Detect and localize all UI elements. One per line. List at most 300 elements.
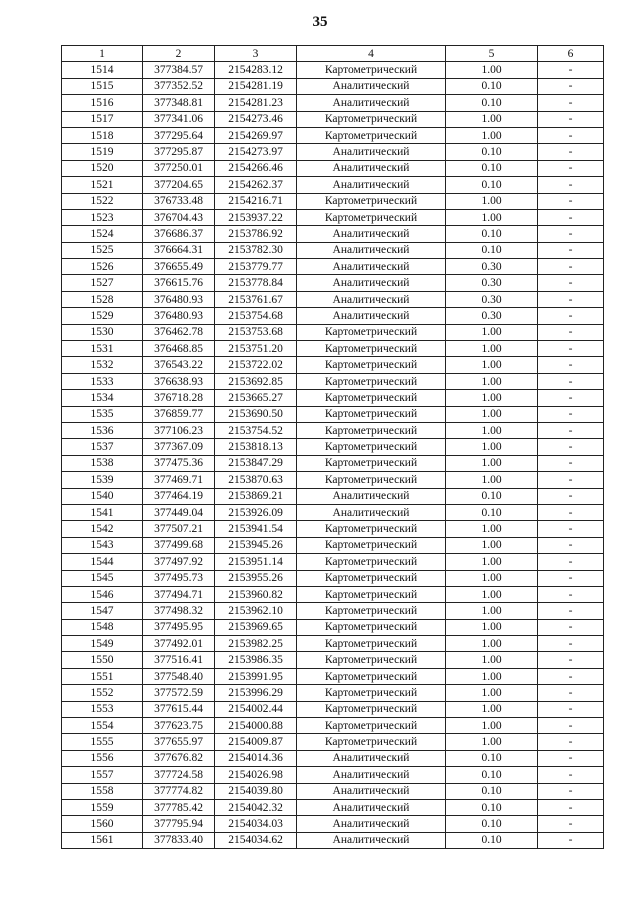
cell-method: Аналитический: [297, 767, 446, 783]
cell-note: -: [538, 144, 604, 160]
cell-accuracy: 1.00: [446, 734, 538, 750]
table-row: [62, 504, 604, 520]
cell-y-coordinate: 2154269.97: [215, 127, 297, 143]
cell-note: -: [538, 554, 604, 570]
cell-y-coordinate: 2153753.68: [215, 324, 297, 340]
cell-point-number: 1523: [62, 209, 143, 225]
cell-y-coordinate: 2153754.52: [215, 422, 297, 438]
cell-note: -: [538, 95, 604, 111]
cell-y-coordinate: 2153786.92: [215, 226, 297, 242]
cell-note: -: [538, 390, 604, 406]
cell-accuracy: 0.10: [446, 816, 538, 832]
table-row: [62, 209, 604, 225]
cell-x-coordinate: 376543.22: [143, 357, 215, 373]
cell-x-coordinate: 377724.58: [143, 767, 215, 783]
cell-y-coordinate: 2153962.10: [215, 603, 297, 619]
cell-accuracy: 1.00: [446, 537, 538, 553]
cell-point-number: 1550: [62, 652, 143, 668]
cell-note: -: [538, 734, 604, 750]
cell-point-number: 1520: [62, 160, 143, 176]
table-row: [62, 685, 604, 701]
table-row: [62, 668, 604, 684]
cell-accuracy: 0.10: [446, 488, 538, 504]
cell-accuracy: 1.00: [446, 455, 538, 471]
cell-note: -: [538, 586, 604, 602]
table-row: [62, 783, 604, 799]
cell-x-coordinate: 377516.41: [143, 652, 215, 668]
cell-accuracy: 1.00: [446, 193, 538, 209]
cell-note: -: [538, 209, 604, 225]
cell-note: -: [538, 718, 604, 734]
cell-x-coordinate: 377774.82: [143, 783, 215, 799]
cell-y-coordinate: 2153937.22: [215, 209, 297, 225]
table-row: [62, 406, 604, 422]
cell-x-coordinate: 377548.40: [143, 668, 215, 684]
cell-point-number: 1555: [62, 734, 143, 750]
cell-x-coordinate: 377348.81: [143, 95, 215, 111]
cell-method: Аналитический: [297, 816, 446, 832]
cell-point-number: 1545: [62, 570, 143, 586]
table-row: [62, 390, 604, 406]
table-row: [62, 603, 604, 619]
cell-method: Картометрический: [297, 472, 446, 488]
table-row: [62, 324, 604, 340]
cell-method: Картометрический: [297, 111, 446, 127]
table-row: [62, 226, 604, 242]
table-row: [62, 652, 604, 668]
cell-accuracy: 0.10: [446, 95, 538, 111]
cell-point-number: 1547: [62, 603, 143, 619]
cell-x-coordinate: 377384.57: [143, 62, 215, 78]
cell-method: Картометрический: [297, 586, 446, 602]
cell-y-coordinate: 2154281.19: [215, 78, 297, 94]
cell-x-coordinate: 377497.92: [143, 554, 215, 570]
cell-y-coordinate: 2154026.98: [215, 767, 297, 783]
cell-x-coordinate: 377785.42: [143, 799, 215, 815]
coordinates-table: [61, 45, 604, 849]
cell-x-coordinate: 377615.44: [143, 701, 215, 717]
column-header-point-number: 1: [62, 46, 143, 62]
cell-method: Картометрический: [297, 406, 446, 422]
cell-point-number: 1525: [62, 242, 143, 258]
cell-method: Картометрический: [297, 373, 446, 389]
cell-x-coordinate: 377250.01: [143, 160, 215, 176]
cell-point-number: 1540: [62, 488, 143, 504]
cell-x-coordinate: 377475.36: [143, 455, 215, 471]
cell-accuracy: 0.30: [446, 291, 538, 307]
cell-method: Картометрический: [297, 439, 446, 455]
table-row: [62, 341, 604, 357]
cell-y-coordinate: 2154039.80: [215, 783, 297, 799]
cell-method: Картометрический: [297, 603, 446, 619]
table-row: [62, 177, 604, 193]
table-row: [62, 144, 604, 160]
cell-y-coordinate: 2154216.71: [215, 193, 297, 209]
cell-accuracy: 0.10: [446, 750, 538, 766]
cell-method: Картометрический: [297, 554, 446, 570]
cell-accuracy: 1.00: [446, 439, 538, 455]
cell-x-coordinate: 376704.43: [143, 209, 215, 225]
cell-accuracy: 1.00: [446, 668, 538, 684]
cell-note: -: [538, 570, 604, 586]
cell-point-number: 1552: [62, 685, 143, 701]
cell-point-number: 1531: [62, 341, 143, 357]
cell-point-number: 1553: [62, 701, 143, 717]
cell-accuracy: 0.10: [446, 242, 538, 258]
cell-point-number: 1548: [62, 619, 143, 635]
cell-method: Аналитический: [297, 242, 446, 258]
cell-accuracy: 1.00: [446, 406, 538, 422]
cell-y-coordinate: 2153818.13: [215, 439, 297, 455]
cell-note: -: [538, 816, 604, 832]
cell-point-number: 1521: [62, 177, 143, 193]
cell-method: Аналитический: [297, 750, 446, 766]
table-row: [62, 259, 604, 275]
cell-x-coordinate: 377495.73: [143, 570, 215, 586]
cell-note: -: [538, 636, 604, 652]
cell-point-number: 1524: [62, 226, 143, 242]
cell-point-number: 1519: [62, 144, 143, 160]
cell-note: -: [538, 308, 604, 324]
cell-method: Аналитический: [297, 488, 446, 504]
cell-y-coordinate: 2153951.14: [215, 554, 297, 570]
cell-method: Картометрический: [297, 685, 446, 701]
cell-accuracy: 1.00: [446, 422, 538, 438]
cell-y-coordinate: 2153945.26: [215, 537, 297, 553]
cell-x-coordinate: 377623.75: [143, 718, 215, 734]
cell-point-number: 1539: [62, 472, 143, 488]
table-row: [62, 816, 604, 832]
cell-method: Картометрический: [297, 537, 446, 553]
table-row: [62, 291, 604, 307]
cell-point-number: 1546: [62, 586, 143, 602]
cell-accuracy: 0.10: [446, 799, 538, 815]
cell-y-coordinate: 2154034.62: [215, 832, 297, 848]
cell-x-coordinate: 377449.04: [143, 504, 215, 520]
cell-x-coordinate: 376859.77: [143, 406, 215, 422]
cell-x-coordinate: 377507.21: [143, 521, 215, 537]
cell-accuracy: 0.30: [446, 259, 538, 275]
cell-x-coordinate: 377469.71: [143, 472, 215, 488]
cell-point-number: 1517: [62, 111, 143, 127]
cell-y-coordinate: 2154273.46: [215, 111, 297, 127]
cell-point-number: 1528: [62, 291, 143, 307]
cell-y-coordinate: 2153665.27: [215, 390, 297, 406]
cell-point-number: 1535: [62, 406, 143, 422]
cell-method: Картометрический: [297, 636, 446, 652]
cell-method: Картометрический: [297, 390, 446, 406]
cell-method: Аналитический: [297, 177, 446, 193]
cell-y-coordinate: 2154009.87: [215, 734, 297, 750]
cell-x-coordinate: 376480.93: [143, 308, 215, 324]
cell-method: Аналитический: [297, 95, 446, 111]
cell-x-coordinate: 376718.28: [143, 390, 215, 406]
cell-x-coordinate: 377464.19: [143, 488, 215, 504]
cell-note: -: [538, 783, 604, 799]
cell-accuracy: 1.00: [446, 62, 538, 78]
cell-y-coordinate: 2154283.12: [215, 62, 297, 78]
cell-method: Аналитический: [297, 799, 446, 815]
cell-note: -: [538, 422, 604, 438]
cell-note: -: [538, 668, 604, 684]
cell-point-number: 1514: [62, 62, 143, 78]
column-header-y-coordinate: 3: [215, 46, 297, 62]
cell-point-number: 1526: [62, 259, 143, 275]
cell-accuracy: 1.00: [446, 127, 538, 143]
column-header-note: 6: [538, 46, 604, 62]
table-row: [62, 832, 604, 848]
cell-note: -: [538, 406, 604, 422]
cell-note: -: [538, 537, 604, 553]
cell-note: -: [538, 799, 604, 815]
cell-x-coordinate: 377492.01: [143, 636, 215, 652]
cell-note: -: [538, 488, 604, 504]
cell-accuracy: 0.10: [446, 767, 538, 783]
cell-method: Аналитический: [297, 259, 446, 275]
cell-y-coordinate: 2153960.82: [215, 586, 297, 602]
cell-y-coordinate: 2153926.09: [215, 504, 297, 520]
cell-note: -: [538, 439, 604, 455]
cell-note: -: [538, 652, 604, 668]
cell-y-coordinate: 2153761.67: [215, 291, 297, 307]
cell-point-number: 1554: [62, 718, 143, 734]
cell-accuracy: 1.00: [446, 209, 538, 225]
cell-accuracy: 1.00: [446, 586, 538, 602]
cell-note: -: [538, 357, 604, 373]
cell-accuracy: 1.00: [446, 685, 538, 701]
cell-x-coordinate: 376615.76: [143, 275, 215, 291]
cell-y-coordinate: 2153692.85: [215, 373, 297, 389]
cell-accuracy: 0.30: [446, 308, 538, 324]
cell-note: -: [538, 701, 604, 717]
cell-x-coordinate: 377498.32: [143, 603, 215, 619]
cell-method: Картометрический: [297, 521, 446, 537]
cell-accuracy: 1.00: [446, 357, 538, 373]
cell-x-coordinate: 376686.37: [143, 226, 215, 242]
cell-x-coordinate: 377655.97: [143, 734, 215, 750]
table-row: [62, 734, 604, 750]
cell-y-coordinate: 2153996.29: [215, 685, 297, 701]
cell-point-number: 1516: [62, 95, 143, 111]
cell-method: Аналитический: [297, 78, 446, 94]
cell-method: Картометрический: [297, 734, 446, 750]
cell-y-coordinate: 2153955.26: [215, 570, 297, 586]
table-row: [62, 718, 604, 734]
cell-method: Картометрический: [297, 455, 446, 471]
cell-point-number: 1560: [62, 816, 143, 832]
cell-method: Аналитический: [297, 275, 446, 291]
cell-point-number: 1527: [62, 275, 143, 291]
cell-note: -: [538, 127, 604, 143]
cell-x-coordinate: 376733.48: [143, 193, 215, 209]
cell-x-coordinate: 377833.40: [143, 832, 215, 848]
cell-accuracy: 1.00: [446, 636, 538, 652]
cell-y-coordinate: 2154042.32: [215, 799, 297, 815]
table-row: [62, 472, 604, 488]
cell-note: -: [538, 832, 604, 848]
cell-method: Картометрический: [297, 62, 446, 78]
cell-accuracy: 1.00: [446, 373, 538, 389]
cell-y-coordinate: 2154273.97: [215, 144, 297, 160]
cell-point-number: 1551: [62, 668, 143, 684]
cell-accuracy: 1.00: [446, 718, 538, 734]
cell-method: Картометрический: [297, 357, 446, 373]
cell-x-coordinate: 377795.94: [143, 816, 215, 832]
table-row: [62, 78, 604, 94]
cell-accuracy: 1.00: [446, 554, 538, 570]
table-body: [62, 62, 604, 849]
cell-x-coordinate: 377572.59: [143, 685, 215, 701]
cell-point-number: 1561: [62, 832, 143, 848]
cell-x-coordinate: 376468.85: [143, 341, 215, 357]
table-row: [62, 799, 604, 815]
cell-note: -: [538, 619, 604, 635]
cell-y-coordinate: 2153991.95: [215, 668, 297, 684]
cell-y-coordinate: 2154281.23: [215, 95, 297, 111]
cell-y-coordinate: 2153847.29: [215, 455, 297, 471]
cell-x-coordinate: 376480.93: [143, 291, 215, 307]
cell-accuracy: 1.00: [446, 701, 538, 717]
cell-accuracy: 1.00: [446, 570, 538, 586]
cell-y-coordinate: 2153782.30: [215, 242, 297, 258]
cell-note: -: [538, 472, 604, 488]
cell-x-coordinate: 376655.49: [143, 259, 215, 275]
cell-x-coordinate: 376638.93: [143, 373, 215, 389]
cell-point-number: 1556: [62, 750, 143, 766]
table-row: [62, 95, 604, 111]
table-row: [62, 750, 604, 766]
column-header-method: 4: [297, 46, 446, 62]
cell-note: -: [538, 193, 604, 209]
cell-point-number: 1530: [62, 324, 143, 340]
cell-point-number: 1542: [62, 521, 143, 537]
cell-method: Аналитический: [297, 160, 446, 176]
table-row: [62, 619, 604, 635]
cell-note: -: [538, 291, 604, 307]
cell-x-coordinate: 377204.65: [143, 177, 215, 193]
cell-note: -: [538, 324, 604, 340]
cell-y-coordinate: 2153941.54: [215, 521, 297, 537]
cell-accuracy: 0.10: [446, 783, 538, 799]
cell-note: -: [538, 275, 604, 291]
cell-note: -: [538, 455, 604, 471]
cell-accuracy: 0.10: [446, 160, 538, 176]
table-row: [62, 275, 604, 291]
cell-method: Картометрический: [297, 668, 446, 684]
cell-note: -: [538, 373, 604, 389]
cell-method: Аналитический: [297, 144, 446, 160]
table-row: [62, 160, 604, 176]
cell-point-number: 1533: [62, 373, 143, 389]
table-row: [62, 455, 604, 471]
cell-note: -: [538, 521, 604, 537]
cell-accuracy: 1.00: [446, 619, 538, 635]
table-row: [62, 701, 604, 717]
table-row: [62, 586, 604, 602]
cell-x-coordinate: 377494.71: [143, 586, 215, 602]
table-row: [62, 242, 604, 258]
cell-method: Картометрический: [297, 209, 446, 225]
cell-x-coordinate: 376664.31: [143, 242, 215, 258]
cell-accuracy: 0.10: [446, 504, 538, 520]
cell-accuracy: 1.00: [446, 603, 538, 619]
table-row: [62, 521, 604, 537]
cell-y-coordinate: 2153778.84: [215, 275, 297, 291]
cell-y-coordinate: 2153869.21: [215, 488, 297, 504]
cell-x-coordinate: 377106.23: [143, 422, 215, 438]
cell-accuracy: 1.00: [446, 521, 538, 537]
cell-accuracy: 1.00: [446, 390, 538, 406]
cell-point-number: 1557: [62, 767, 143, 783]
table-row: [62, 767, 604, 783]
cell-y-coordinate: 2154000.88: [215, 718, 297, 734]
table-row: [62, 373, 604, 389]
table-row: [62, 62, 604, 78]
cell-note: -: [538, 177, 604, 193]
table-row: [62, 193, 604, 209]
cell-y-coordinate: 2154266.46: [215, 160, 297, 176]
column-header-accuracy: 5: [446, 46, 538, 62]
cell-accuracy: 1.00: [446, 652, 538, 668]
cell-y-coordinate: 2153870.63: [215, 472, 297, 488]
cell-method: Картометрический: [297, 127, 446, 143]
cell-point-number: 1518: [62, 127, 143, 143]
cell-y-coordinate: 2153690.50: [215, 406, 297, 422]
cell-point-number: 1543: [62, 537, 143, 553]
cell-method: Картометрический: [297, 652, 446, 668]
cell-method: Картометрический: [297, 341, 446, 357]
cell-point-number: 1529: [62, 308, 143, 324]
cell-note: -: [538, 504, 604, 520]
cell-accuracy: 0.10: [446, 78, 538, 94]
cell-x-coordinate: 377495.95: [143, 619, 215, 635]
cell-note: -: [538, 750, 604, 766]
cell-method: Картометрический: [297, 570, 446, 586]
cell-note: -: [538, 78, 604, 94]
cell-note: -: [538, 603, 604, 619]
cell-note: -: [538, 111, 604, 127]
cell-x-coordinate: 377352.52: [143, 78, 215, 94]
table-row: [62, 308, 604, 324]
cell-point-number: 1515: [62, 78, 143, 94]
cell-accuracy: 0.10: [446, 226, 538, 242]
cell-accuracy: 0.10: [446, 144, 538, 160]
table-row: [62, 127, 604, 143]
cell-point-number: 1541: [62, 504, 143, 520]
cell-point-number: 1538: [62, 455, 143, 471]
cell-point-number: 1522: [62, 193, 143, 209]
table-row: [62, 357, 604, 373]
cell-method: Аналитический: [297, 308, 446, 324]
cell-x-coordinate: 377676.82: [143, 750, 215, 766]
cell-accuracy: 0.10: [446, 177, 538, 193]
cell-method: Аналитический: [297, 291, 446, 307]
column-header-x-coordinate: 2: [143, 46, 215, 62]
cell-method: Аналитический: [297, 832, 446, 848]
cell-accuracy: 1.00: [446, 472, 538, 488]
cell-x-coordinate: 377295.87: [143, 144, 215, 160]
cell-x-coordinate: 376462.78: [143, 324, 215, 340]
cell-method: Картометрический: [297, 701, 446, 717]
cell-point-number: 1532: [62, 357, 143, 373]
table-row: [62, 554, 604, 570]
table-row: [62, 570, 604, 586]
table-row: [62, 422, 604, 438]
page-number: 35: [312, 14, 328, 30]
cell-point-number: 1558: [62, 783, 143, 799]
cell-point-number: 1544: [62, 554, 143, 570]
table-row: [62, 636, 604, 652]
